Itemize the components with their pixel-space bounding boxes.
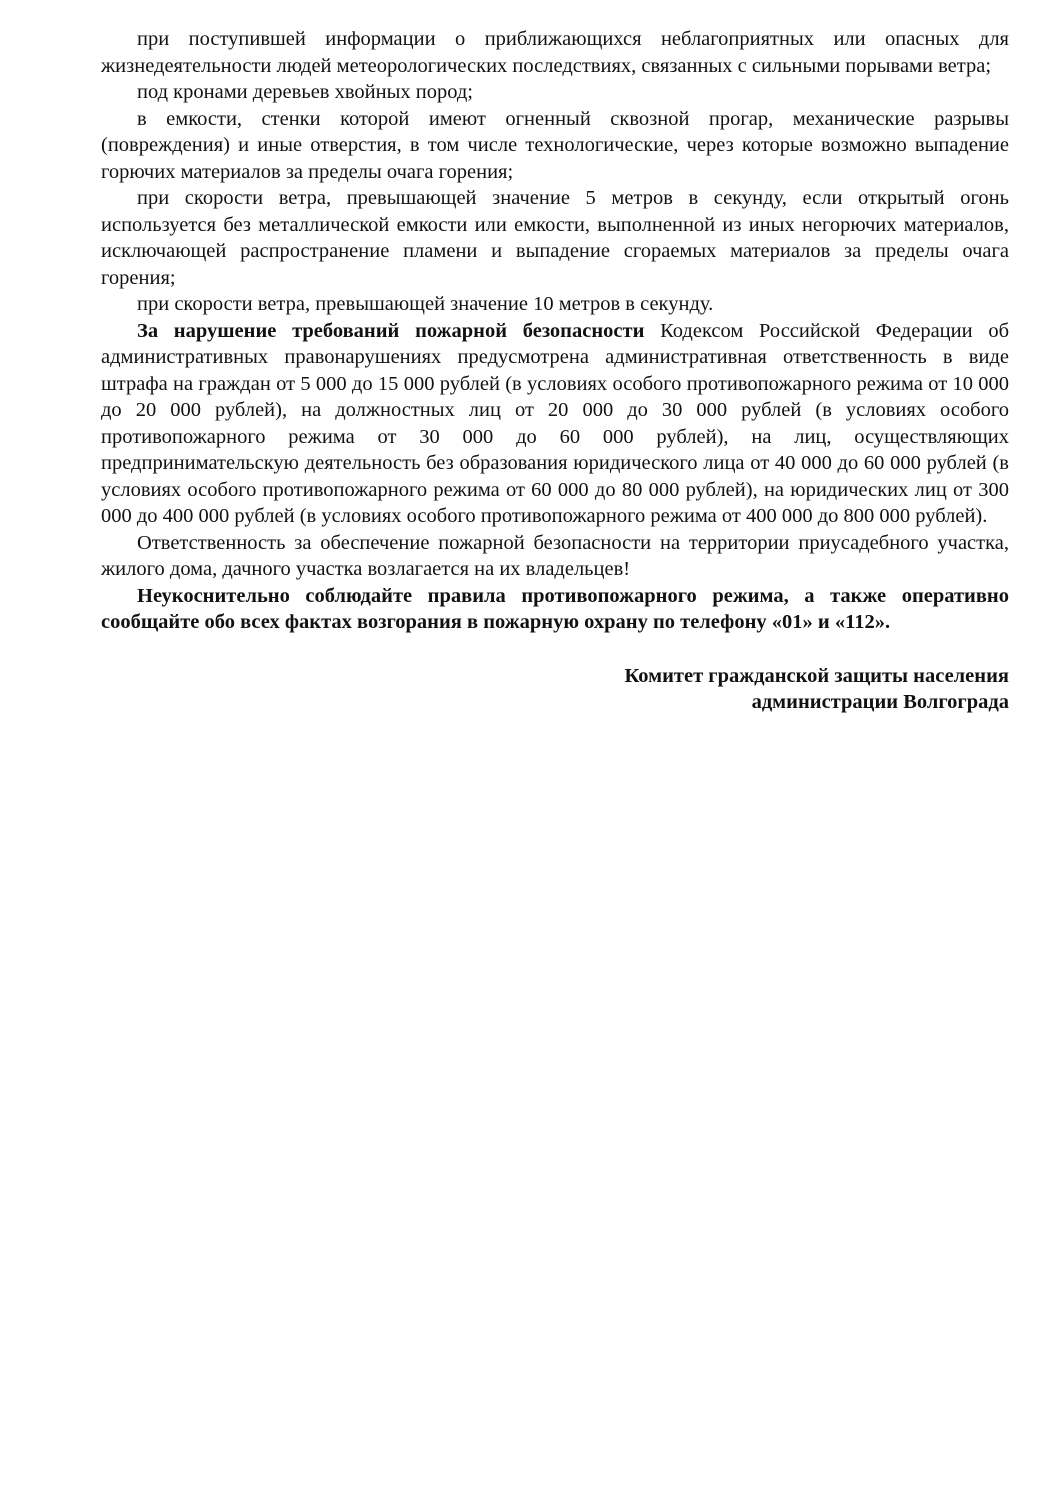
signature-line-2: администрации Волгограда [751,691,1009,713]
paragraph-damaged-container: в емкости, стенки которой имеют огненный сквозной прогар, механические разрывы (повреждения) и иные отверстия, в том числе технологические, через которые возможно выпадение горючих материалов за пределы очага горения; [101,107,1009,183]
paragraph-appeal: Неукоснительно соблюдайте правила противопожарного режима, а также оперативно сообщайте обо всех фактах возгорания в пожарную охрану по телефону «01» и «112». [101,584,1009,633]
signature-block [101,663,1009,716]
liability-lead: За нарушение требований пожарной безопасности [137,319,645,342]
paragraph-conifer-crowns: под кронами деревьев хвойных пород; [137,81,473,103]
paragraph-wind-5ms: при скорости ветра, превышающей значение 5 метров в секунду, если открытый огонь используется без металлической емкости или емкости, выполненной из иных негорючих материалов, исключающей распространение пламени и выпадение сгораемых материалов за пределы очага горения; [101,187,1009,289]
paragraph-owner-responsibility: Ответственность за обеспечение пожарной безопасности на территории приусадебного участка, жилого дома, дачного участка возлагается на их владельцев! [101,531,1009,580]
paragraph-liability [101,318,1009,530]
paragraph-wind-10ms: при скорости ветра, превышающей значение 10 метров в секунду. [137,293,714,315]
document-page [101,26,1009,716]
signature-line-1: Комитет гражданской защиты населения [624,664,1009,687]
paragraph-weather-conditions: при поступившей информации о приближающихся неблагоприятных или опасных для жизнедеятельности людей метеорологических последствиях, связанных с сильными порывами ветра; [101,28,1009,77]
liability-text: Кодексом Российской Федерации об административных правонарушениях предусмотрена административная ответственность в виде штрафа на граждан от 5 000 до 15 000 рублей (в условиях особого противопожарного режима от 10 000 до 20 000 рублей), на должностных лиц от 20 000 до 30 000 рублей (в условиях особого противопожарного режима от 30 000 до 60 000 рублей), на лиц, осуществляющих предпринимательскую деятельность без образования юридического лица от 40 000 до 60 000 рублей (в условиях особого противопожарного режима от 60 000 до 80 000 рублей), на юридических лиц от 300 000 до 400 000 рублей (в условиях особого противопожарного режима от 400 000 до 800 000 рублей). [101,319,1009,527]
